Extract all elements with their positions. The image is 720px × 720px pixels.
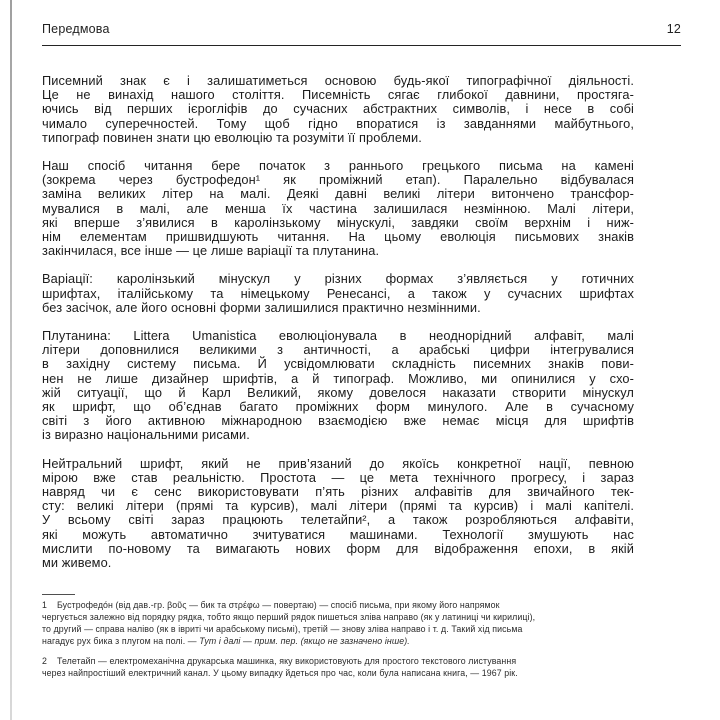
text-line: Писемний знак є і залишатиметься основою будь-якої типографічної діяльності. (42, 73, 634, 88)
page-edge-line (10, 0, 12, 720)
running-title: Передмова (42, 22, 110, 36)
main-text (42, 74, 634, 570)
page-content (42, 22, 681, 680)
footnote-marker: 2 (42, 656, 47, 667)
text-line: літери доповнилися великими з античності, а арабські цифри інтегрувалися (42, 342, 634, 358)
text-line: мувалися в малі, але менша їх частина залишилася незмінною. Малі літери, (42, 200, 634, 216)
paragraph-1 (42, 74, 634, 145)
footnote-line: то другий — справа наліво (як в івриті чи арабському письмі), третій — знову зліва направо і т. д. Такий хід письма (42, 623, 523, 634)
text-line: як шрифт, що об’єднав багато проміжних форм минулого. Але в сучасному (42, 399, 634, 415)
text-line: У всьому світі зараз працюють телетайпи², а також розробляються алфавіти, (42, 512, 634, 528)
footnote-text: нагадує рух бика з плугом на полі. — (42, 635, 200, 646)
paragraph-5 (42, 457, 634, 571)
text-line: типограф повинен знати цю еволюцію та розуміти її проблеми. (42, 129, 422, 145)
text-line: ючись від перших ієрогліфів до сучасних абстрактних символів, і несе в собі (42, 101, 634, 117)
text-line: із виразно національними рисами. (42, 427, 250, 443)
translator-note-italic: Тут і далі — прим. пер. (якщо не зазначено інше). (199, 635, 410, 646)
paragraph-2 (42, 159, 634, 258)
footnote-line (42, 656, 646, 668)
text-line: навряд чи є сенс використовувати п’ять різних алфавітів для звичайного тек- (42, 484, 634, 500)
text-line: ми живемо. (42, 555, 112, 571)
text-line: в західну систему письма. Й усвідомлювати складність писемних знаків пови- (42, 356, 634, 372)
text-line: мірою вже став реальністю. Простота — це мета технічного прогресу, і зараз (42, 469, 634, 485)
text-line: жій ситуації, що й Карл Великий, якому довелося наказати створити мінускул (42, 384, 634, 400)
footnote-1 (42, 600, 646, 647)
text-line: сту: великі літери (прямі та курсив), малі літери (прямі та курсив) і малі капітелі. (42, 498, 634, 514)
footnote-text: Бустрофедо́н (від дав.-гр. βοῦς — бик та στρέφω — повертаю) — спосіб письма, при якому його напрямок (57, 600, 500, 611)
text-line: Варіації: каролінзький мінускул у різних формах з’являється у готичних (42, 271, 634, 287)
text-line: Це не винахід нашого століття. Писемність сягає глибокої давнини, простяга- (42, 87, 634, 103)
text-line: які вперше з’явилися в каролінзькому мінускулі, завдяки своїм верхнім і ниж- (42, 214, 634, 230)
footnote-line: чергується залежно від порядку рядка, тобто якщо перший рядок пишеться зліва направо (як у латиниці чи кирилиці), (42, 612, 536, 623)
text-line: нен не лише дизайнер шрифтів, а й типограф. Можливо, ми опинилися у схо- (42, 370, 634, 386)
text-line: заміна великих літер на малі. Деякі давні великі літери витончено трансфор- (42, 186, 634, 202)
text-line: Нейтральний шрифт, який не прив’язаний до якоїсь конкретної нації, певною (42, 455, 634, 471)
text-line: закінчилася, все інше — це лише варіації та плутанина. (42, 243, 380, 259)
paragraph-4 (42, 329, 634, 443)
text-line: шрифтах, італійському та німецькому Ренесансі, а також у сучасних шрифтах (42, 285, 634, 301)
footnote-2 (42, 656, 646, 680)
text-line: чимало суперечностей. Тому щоб гідно впоратися із завданнями майбутнього, (42, 115, 634, 131)
text-line: мислити по-новому та вимагають нових форм для відображення епохи, в якій (42, 540, 634, 556)
footnotes (42, 600, 646, 680)
header-rule (42, 45, 681, 46)
text-line: які можуть автоматично зчитуватися машинами. Технології змушують нас (42, 526, 634, 542)
text-line: Наш спосіб читання бере початок з раннього грецького письма на камені (42, 158, 634, 174)
footnote-line (42, 600, 646, 612)
footnote-line: через найпростіший електричний канал. У цьому випадку йдеться про час, коли була написана книга, — 1967 рік. (42, 668, 518, 679)
text-line: Плутанина: Littera Umanistica еволюціонувала в неоднорідний алфавіт, малі (42, 328, 634, 344)
footnote-marker: 1 (42, 600, 47, 611)
paragraph-3 (42, 272, 634, 315)
page-number: 12 (666, 22, 681, 36)
text-line: (зокрема через бустрофедон¹ як проміжний етап). Паралельно відбувалася (42, 172, 634, 188)
text-line: без засічок, але його основні форми залишилися практично незмінними. (42, 299, 481, 315)
text-line: нім елементам пришвидшують читання. На цьому еволюція письмових знаків (42, 229, 634, 245)
running-header (42, 22, 681, 36)
footnote-line (42, 636, 646, 648)
footnote-separator-rule (42, 594, 75, 595)
text-line: світі з його активною міжнародною взаємодією вже немає місця для шрифтів (42, 413, 634, 429)
footnote-text: Телетайп — електромеханічна друкарська машинка, яку використовують для простого текстового листування (57, 656, 517, 667)
